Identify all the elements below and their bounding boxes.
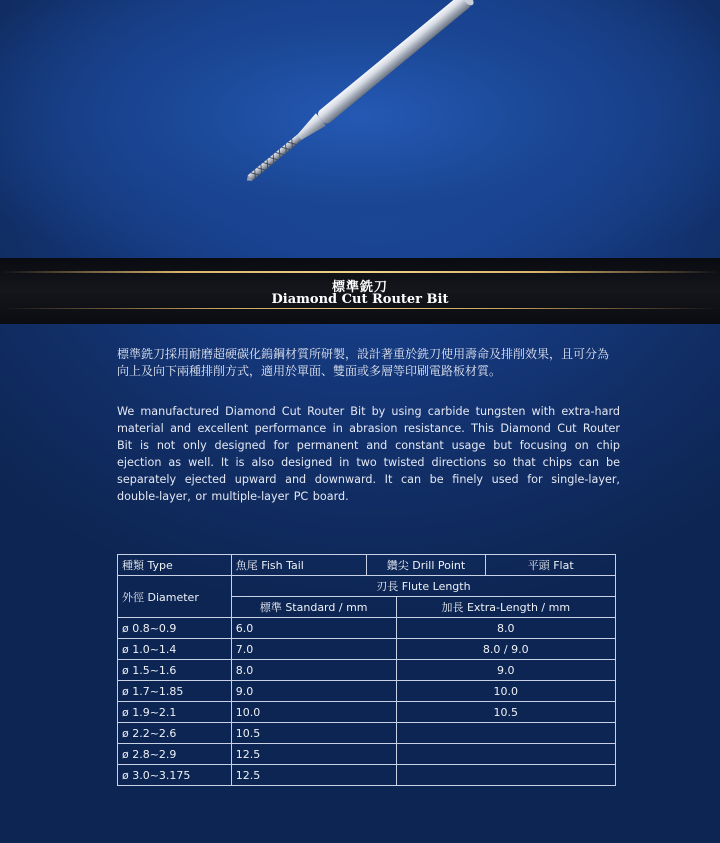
standard-length-cell: 10.0 bbox=[231, 702, 396, 723]
type-drill-point: 鑽尖 Drill Point bbox=[366, 555, 486, 576]
table-row bbox=[118, 723, 616, 744]
page-title-zh: 標準銑刀 bbox=[331, 280, 388, 295]
table-row bbox=[118, 744, 616, 765]
spec-table bbox=[117, 554, 616, 786]
standard-length-cell: 12.5 bbox=[231, 765, 396, 786]
table-header-row bbox=[118, 576, 616, 597]
extra-length-cell bbox=[396, 723, 615, 744]
extra-length-cell: 10.5 bbox=[396, 702, 615, 723]
extra-length-cell: 8.0 / 9.0 bbox=[396, 639, 615, 660]
spec-table-body bbox=[118, 618, 616, 786]
description-zh: 標準銑刀採用耐磨超硬碳化鎢鋼材質所研製，設計著重於銑刀使用壽命及排削效果，且可分為向上及向下兩種排削方式，適用於單面、雙面或多層等印刷電路板材質。 bbox=[117, 347, 610, 378]
standard-length-cell: 12.5 bbox=[231, 744, 396, 765]
diameter-header: 外徑 Diameter bbox=[118, 576, 232, 618]
standard-length-cell: 6.0 bbox=[231, 618, 396, 639]
title-banner bbox=[0, 258, 720, 324]
standard-length-cell: 9.0 bbox=[231, 681, 396, 702]
table-row bbox=[118, 660, 616, 681]
type-fish-tail: 魚尾 Fish Tail bbox=[231, 555, 366, 576]
diameter-cell: ø 1.9~2.1 bbox=[118, 702, 232, 723]
table-row bbox=[118, 765, 616, 786]
product-photo-area bbox=[0, 0, 720, 258]
table-row bbox=[118, 681, 616, 702]
extra-length-header: 加長 Extra-Length / mm bbox=[396, 597, 615, 618]
extra-length-cell: 10.0 bbox=[396, 681, 615, 702]
diameter-cell: ø 2.2~2.6 bbox=[118, 723, 232, 744]
table-row bbox=[118, 639, 616, 660]
diameter-cell: ø 0.8~0.9 bbox=[118, 618, 232, 639]
extra-length-cell: 8.0 bbox=[396, 618, 615, 639]
gold-divider bbox=[0, 308, 720, 309]
gold-divider bbox=[0, 271, 720, 273]
standard-length-cell: 8.0 bbox=[231, 660, 396, 681]
table-row bbox=[118, 618, 616, 639]
extra-length-cell bbox=[396, 744, 615, 765]
standard-length-cell: 7.0 bbox=[231, 639, 396, 660]
router-bit-image bbox=[0, 0, 720, 258]
diameter-cell: ø 1.7~1.85 bbox=[118, 681, 232, 702]
table-header-row bbox=[118, 555, 616, 576]
type-flat: 平頭 Flat bbox=[486, 555, 616, 576]
table-row bbox=[118, 702, 616, 723]
standard-header: 標準 Standard / mm bbox=[231, 597, 396, 618]
diameter-cell: ø 1.5~1.6 bbox=[118, 660, 232, 681]
extra-length-cell bbox=[396, 765, 615, 786]
diameter-cell: ø 3.0~3.175 bbox=[118, 765, 232, 786]
diameter-cell: ø 1.0~1.4 bbox=[118, 639, 232, 660]
page-title-en: Diamond Cut Router Bit bbox=[271, 292, 449, 307]
flute-length-header: 刃長 Flute Length bbox=[231, 576, 615, 597]
diameter-cell: ø 2.8~2.9 bbox=[118, 744, 232, 765]
extra-length-cell: 9.0 bbox=[396, 660, 615, 681]
type-header: 種類 Type bbox=[118, 555, 232, 576]
standard-length-cell: 10.5 bbox=[231, 723, 396, 744]
description-en: We manufactured Diamond Cut Router Bit by using carbide tungsten with extra-hard material and excellent performance in abrasion resistance. This Diamond Cut Router Bit is not only designed for permanent and constant usage but focusing on chip ejection as well. It is also designed in two twisted directions so that chips can be separately ejected upward and downward. It can be finely used for single-layer, double-layer, or multiple-layer PC board. bbox=[117, 405, 620, 503]
